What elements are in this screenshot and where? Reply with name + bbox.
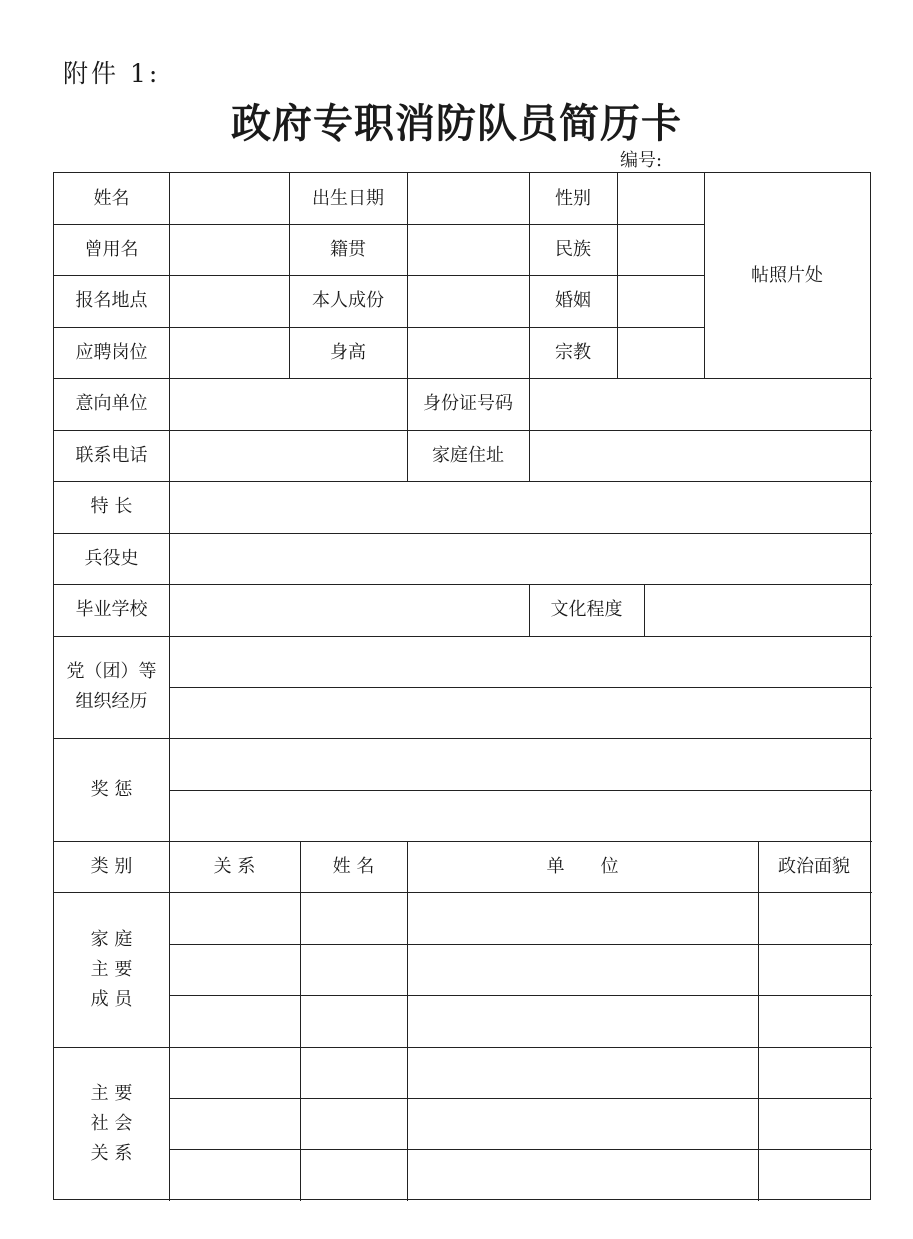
home-address-field[interactable]: [530, 431, 870, 481]
party-history-label: 党（团）等 组织经历: [66, 661, 157, 712]
height-label: 身高: [330, 341, 366, 363]
work-unit-header: 单 位: [546, 855, 619, 877]
family-background-label: 本人成份: [312, 290, 384, 311]
native-place-field[interactable]: [408, 225, 529, 275]
phone-field[interactable]: [170, 431, 407, 481]
specialty-label: 特 长: [90, 496, 133, 517]
gender-label: 性别: [555, 187, 591, 209]
height-field[interactable]: [408, 328, 529, 378]
education-level-label: 文化程度: [550, 599, 623, 620]
resume-form: [53, 172, 871, 1200]
military-service-field[interactable]: [170, 534, 870, 584]
rewards-punishments-field-2[interactable]: [170, 791, 870, 841]
political-status-header: 政治面貌: [778, 855, 850, 877]
relation-header: 关 系: [213, 855, 256, 877]
marital-status-label: 婚姻: [555, 290, 591, 311]
id-number-field[interactable]: [530, 379, 870, 430]
birth-date-field[interactable]: [408, 173, 529, 224]
religion-field[interactable]: [618, 328, 704, 378]
name-field[interactable]: [170, 173, 289, 224]
member-name-header: 姓 名: [332, 855, 375, 877]
graduate-school-field[interactable]: [170, 585, 529, 636]
rewards-punishments-field-1[interactable]: [170, 739, 870, 790]
former-name-label: 曾用名: [84, 238, 139, 260]
id-number-label: 身份证号码: [423, 393, 513, 414]
native-place-label: 籍贯: [330, 238, 366, 260]
page-title: 政府专职消防队员简历卡: [231, 100, 682, 147]
marital-status-field[interactable]: [618, 276, 704, 327]
serial-number-label: 编号:: [620, 150, 663, 171]
family-members-label: 家 庭 主 要 成 员: [90, 928, 133, 1010]
position-field[interactable]: [170, 328, 289, 378]
attachment-label: 附件 1:: [63, 59, 161, 88]
rewards-punishments-label: 奖 惩: [90, 778, 133, 800]
former-name-field[interactable]: [170, 225, 289, 275]
military-service-label: 兵役史: [84, 547, 139, 569]
specialty-field[interactable]: [170, 482, 870, 533]
registration-place-label: 报名地点: [75, 290, 148, 311]
family-background-field[interactable]: [408, 276, 529, 327]
category-header: 类 别: [90, 855, 133, 877]
registration-place-field[interactable]: [170, 276, 289, 327]
intended-unit-label: 意向单位: [75, 393, 148, 414]
education-level-field[interactable]: [645, 585, 870, 636]
position-label: 应聘岗位: [75, 341, 148, 363]
graduate-school-label: 毕业学校: [75, 599, 148, 620]
photo-placeholder[interactable]: 帖照片处: [751, 265, 823, 286]
home-address-label: 家庭住址: [432, 444, 504, 466]
social-relations-label: 主 要 社 会 关 系: [90, 1083, 133, 1164]
phone-label: 联系电话: [75, 444, 148, 466]
name-label: 姓名: [93, 187, 130, 209]
ethnicity-field[interactable]: [618, 225, 704, 275]
ethnicity-label: 民族: [555, 238, 591, 260]
gender-field[interactable]: [618, 173, 704, 224]
party-history-field-1[interactable]: [170, 637, 870, 687]
birth-date-label: 出生日期: [312, 187, 384, 209]
religion-label: 宗教: [555, 341, 591, 363]
intended-unit-field[interactable]: [170, 379, 407, 430]
party-history-field-2[interactable]: [170, 688, 870, 738]
